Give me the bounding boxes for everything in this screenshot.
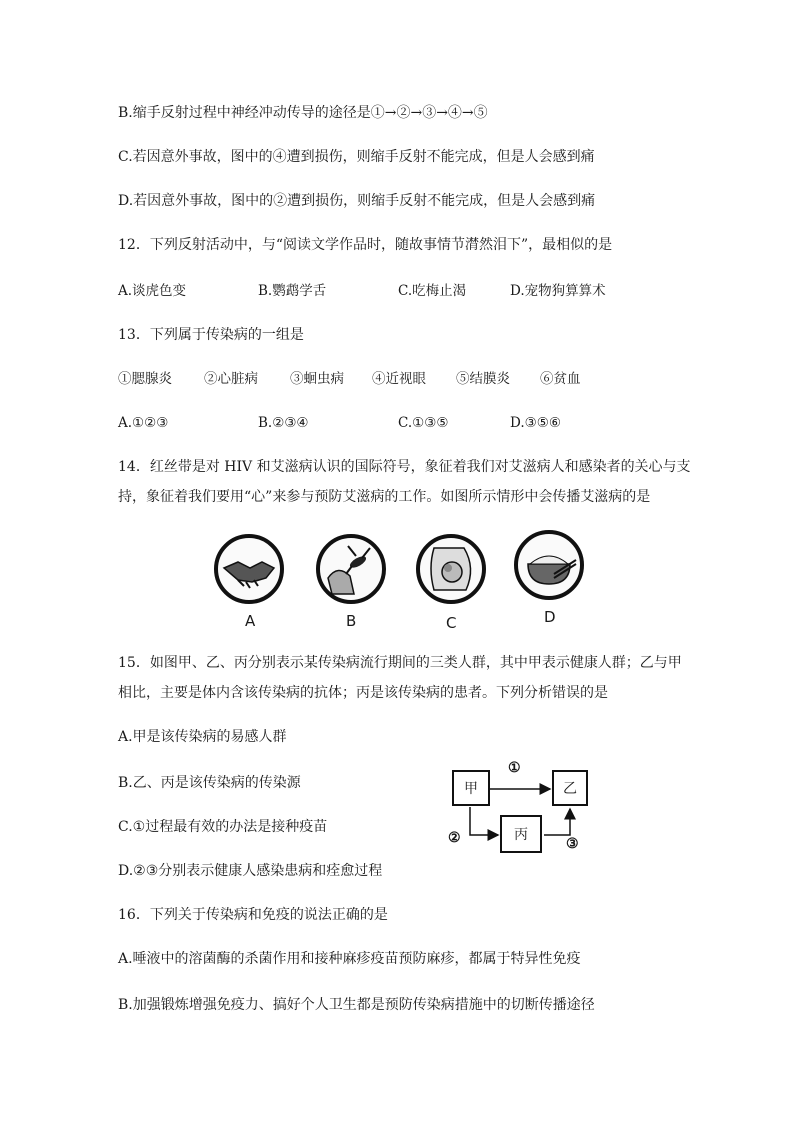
q12-option-c: C.吃梅止渴 [398, 283, 467, 299]
q14-label-b: B [346, 612, 357, 630]
arrow-3 [544, 809, 570, 835]
q16-option-a: A.唾液中的溶菌酶的杀菌作用和接种麻疹疫苗预防麻疹，都属于特异性免疫 [118, 951, 581, 967]
box-yi: 乙 [552, 770, 588, 806]
q11-option-b: B.缩手反射过程中神经冲动传导的途径是①→②→③→④→⑤ [118, 105, 488, 121]
q16-option-b: B.加强锻炼增强免疫力、搞好个人卫生都是预防传染病措施中的切断传播途径 [118, 997, 595, 1013]
label-n3: ③ [566, 836, 579, 852]
mosquito-icon [320, 538, 382, 600]
q12-stem: 12．下列反射活动中，与“阅读文学作品时，随故事情节潸然泪下”，最相似的是 [118, 237, 613, 253]
box-jia: 甲 [452, 770, 490, 806]
q15-option-b: B.乙、丙是该传染病的传染源 [118, 775, 301, 791]
q15-option-d: D.②③分别表示健康人感染患病和痊愈过程 [118, 863, 383, 879]
q13-item-3: ③蛔虫病 [290, 371, 344, 387]
q13-item-5: ⑤结膜炎 [456, 371, 510, 387]
pregnancy-icon [420, 538, 482, 600]
q14-stem-line2: 持，象征着我们要用“心”来参与预防艾滋病的工作。如图所示情形中会传播艾滋病的是 [118, 489, 651, 505]
mother-infant-image [416, 534, 486, 604]
mosquito-bite-image [316, 534, 386, 604]
q14-label-c: C [446, 614, 457, 632]
q14-stem-line1: 14．红丝带是对 HIV 和艾滋病认识的国际符号，象征着我们对艾滋病人和感染者的关心与支 [118, 459, 691, 475]
q15-option-a: A.甲是该传染病的易感人群 [118, 729, 287, 745]
q12-option-b: B.鹦鹉学舌 [258, 283, 327, 299]
q13-option-a: A.①②③ [118, 415, 169, 431]
q13-item-4: ④近视眼 [372, 371, 426, 387]
q13-option-c: C.①③⑤ [398, 415, 449, 431]
q14-label-a: A [245, 612, 256, 630]
box-bing: 丙 [500, 815, 542, 853]
q15-stem-line1: 15．如图甲、乙、丙分别表示某传染病流行期间的三类人群，其中甲表示健康人群；乙与甲 [118, 655, 682, 671]
handshake-image [214, 534, 284, 604]
arrow-2 [470, 807, 498, 835]
q12-option-d: D.宠物狗算算术 [510, 283, 606, 299]
q12-option-a: A.谈虎色变 [118, 283, 187, 299]
q13-item-6: ⑥贫血 [540, 371, 581, 387]
label-n1: ① [508, 760, 521, 776]
q13-item-1: ①腮腺炎 [118, 371, 172, 387]
q13-option-d: D.③⑤⑥ [510, 415, 561, 431]
q15-option-c: C.①过程最有效的办法是接种疫苗 [118, 819, 328, 835]
handshake-icon [218, 538, 280, 600]
q11-option-d: D.若因意外事故，图中的②遭到损伤，则缩手反射不能完成，但是人会感到痛 [118, 193, 596, 209]
rice-bowl-icon [518, 534, 580, 596]
q11-option-c: C.若因意外事故，图中的④遭到损伤，则缩手反射不能完成，但是人会感到痛 [118, 149, 595, 165]
shared-meal-image [514, 530, 584, 600]
q16-stem: 16．下列关于传染病和免疫的说法正确的是 [118, 907, 388, 923]
q13-option-b: B.②③④ [258, 415, 309, 431]
label-n2: ② [448, 830, 461, 846]
q13-stem: 13．下列属于传染病的一组是 [118, 327, 304, 343]
q14-label-d: D [544, 608, 556, 626]
q13-item-2: ②心脏病 [204, 371, 258, 387]
q15-stem-line2: 相比，主要是体内含该传染病的抗体；丙是该传染病的患者。下列分析错误的是 [118, 685, 608, 701]
